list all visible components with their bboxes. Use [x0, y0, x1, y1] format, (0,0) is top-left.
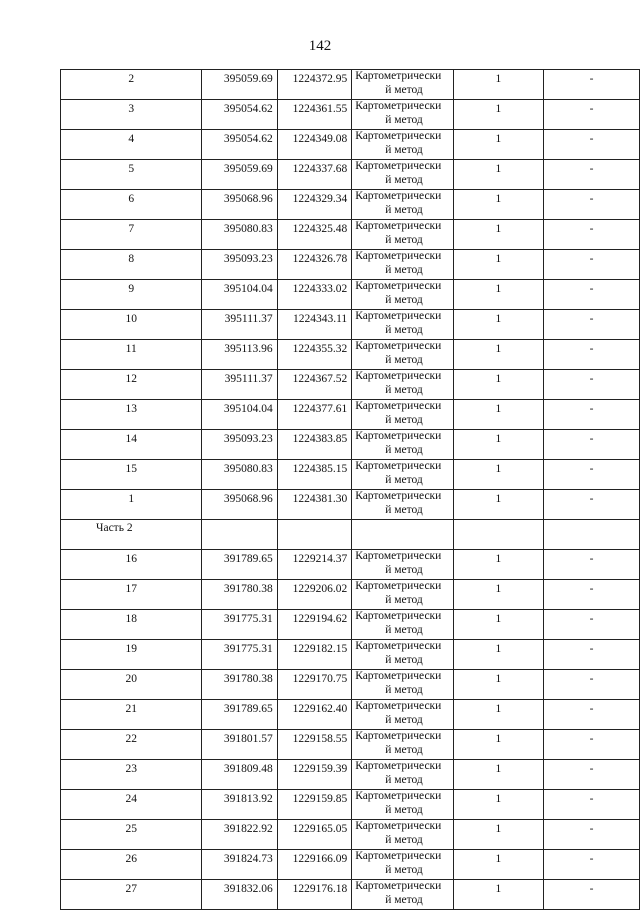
accuracy-cell: 1 [453, 190, 543, 220]
page-number: 142 [308, 38, 332, 54]
method-line-1: Картометрически [355, 100, 442, 112]
table-row [61, 460, 640, 490]
extra-cell: - [544, 760, 640, 790]
method-line-2: й метод [385, 174, 423, 186]
accuracy-cell: 1 [453, 610, 543, 640]
method-cell [352, 640, 454, 670]
x-coordinate-cell: 391832.06 [202, 880, 277, 910]
empty-cell [202, 520, 277, 550]
table-row [61, 550, 640, 580]
y-coordinate-cell: 1229214.37 [277, 550, 352, 580]
point-number-cell: 3 [61, 100, 202, 130]
point-number-cell: 20 [61, 670, 202, 700]
empty-cell [277, 520, 352, 550]
table-row [61, 580, 640, 610]
point-number-cell: 13 [61, 400, 202, 430]
x-coordinate-cell: 391801.57 [202, 730, 277, 760]
x-coordinate-cell: 391789.65 [202, 700, 277, 730]
extra-cell: - [544, 730, 640, 760]
extra-cell: - [544, 70, 640, 100]
method-line-2: й метод [385, 864, 423, 876]
accuracy-cell: 1 [453, 670, 543, 700]
method-line-1: Картометрически [355, 490, 442, 502]
point-number-cell: 24 [61, 790, 202, 820]
accuracy-cell: 1 [453, 130, 543, 160]
method-line-1: Картометрически [355, 550, 442, 562]
extra-cell: - [544, 310, 640, 340]
method-line-1: Картометрически [355, 430, 442, 442]
y-coordinate-cell: 1224355.32 [277, 340, 352, 370]
method-line-2: й метод [385, 114, 423, 126]
method-line-1: Картометрически [355, 280, 442, 292]
accuracy-cell: 1 [453, 490, 543, 520]
point-number-cell: 2 [61, 70, 202, 100]
accuracy-cell: 1 [453, 460, 543, 490]
y-coordinate-cell: 1229159.39 [277, 760, 352, 790]
y-coordinate-cell: 1224349.08 [277, 130, 352, 160]
method-line-1: Картометрически [355, 130, 442, 142]
point-number-cell: 12 [61, 370, 202, 400]
x-coordinate-cell: 391809.48 [202, 760, 277, 790]
accuracy-cell: 1 [453, 250, 543, 280]
empty-cell [352, 520, 454, 550]
method-line-2: й метод [385, 324, 423, 336]
x-coordinate-cell: 395111.37 [202, 370, 277, 400]
method-cell [352, 700, 454, 730]
method-line-2: й метод [385, 474, 423, 486]
method-line-2: й метод [385, 624, 423, 636]
method-line-1: Картометрически [355, 610, 442, 622]
table-row [61, 310, 640, 340]
y-coordinate-cell: 1229194.62 [277, 610, 352, 640]
coordinates-table-body [61, 70, 640, 910]
method-line-2: й метод [385, 234, 423, 246]
method-line-1: Картометрически [355, 700, 442, 712]
method-cell [352, 280, 454, 310]
extra-cell: - [544, 400, 640, 430]
method-cell [352, 670, 454, 700]
method-line-2: й метод [385, 744, 423, 756]
method-line-1: Картометрически [355, 400, 442, 412]
x-coordinate-cell: 391824.73 [202, 850, 277, 880]
accuracy-cell: 1 [453, 370, 543, 400]
method-cell [352, 730, 454, 760]
method-line-2: й метод [385, 414, 423, 426]
accuracy-cell: 1 [453, 430, 543, 460]
y-coordinate-cell: 1229170.75 [277, 670, 352, 700]
accuracy-cell: 1 [453, 70, 543, 100]
table-row [61, 220, 640, 250]
method-line-1: Картометрически [355, 820, 442, 832]
point-number-cell: 6 [61, 190, 202, 220]
method-line-2: й метод [385, 834, 423, 846]
table-row [61, 70, 640, 100]
method-line-2: й метод [385, 264, 423, 276]
point-number-cell: 23 [61, 760, 202, 790]
y-coordinate-cell: 1224361.55 [277, 100, 352, 130]
method-line-2: й метод [385, 594, 423, 606]
point-number-cell: 9 [61, 280, 202, 310]
section-label: Часть 2 [61, 520, 202, 550]
point-number-cell: 21 [61, 700, 202, 730]
method-line-2: й метод [385, 384, 423, 396]
method-line-1: Картометрически [355, 190, 442, 202]
method-line-1: Картометрически [355, 160, 442, 172]
table-row [61, 670, 640, 700]
accuracy-cell: 1 [453, 280, 543, 310]
extra-cell: - [544, 610, 640, 640]
accuracy-cell: 1 [453, 880, 543, 910]
method-cell [352, 820, 454, 850]
method-cell [352, 100, 454, 130]
coordinates-table [60, 69, 640, 910]
y-coordinate-cell: 1224333.02 [277, 280, 352, 310]
accuracy-cell: 1 [453, 730, 543, 760]
method-line-2: й метод [385, 684, 423, 696]
table-row [61, 880, 640, 910]
method-cell [352, 310, 454, 340]
accuracy-cell: 1 [453, 400, 543, 430]
x-coordinate-cell: 395093.23 [202, 430, 277, 460]
point-number-cell: 5 [61, 160, 202, 190]
table-row [61, 490, 640, 520]
empty-cell [453, 520, 543, 550]
table-row [61, 370, 640, 400]
accuracy-cell: 1 [453, 220, 543, 250]
x-coordinate-cell: 391789.65 [202, 550, 277, 580]
extra-cell: - [544, 280, 640, 310]
extra-cell: - [544, 550, 640, 580]
table-row [61, 340, 640, 370]
method-line-1: Картометрически [355, 70, 442, 82]
y-coordinate-cell: 1224326.78 [277, 250, 352, 280]
y-coordinate-cell: 1229182.15 [277, 640, 352, 670]
method-cell [352, 460, 454, 490]
point-number-cell: 22 [61, 730, 202, 760]
accuracy-cell: 1 [453, 640, 543, 670]
point-number-cell: 19 [61, 640, 202, 670]
method-cell [352, 850, 454, 880]
accuracy-cell: 1 [453, 760, 543, 790]
extra-cell: - [544, 490, 640, 520]
extra-cell: - [544, 250, 640, 280]
method-line-1: Картометрически [355, 220, 442, 232]
method-line-1: Картометрически [355, 310, 442, 322]
table-row [61, 640, 640, 670]
method-line-2: й метод [385, 654, 423, 666]
y-coordinate-cell: 1224329.34 [277, 190, 352, 220]
extra-cell: - [544, 820, 640, 850]
method-line-2: й метод [385, 564, 423, 576]
extra-cell: - [544, 370, 640, 400]
table-row [61, 160, 640, 190]
method-cell [352, 880, 454, 910]
table-row [61, 280, 640, 310]
x-coordinate-cell: 391775.31 [202, 610, 277, 640]
accuracy-cell: 1 [453, 340, 543, 370]
point-number-cell: 18 [61, 610, 202, 640]
method-line-1: Картометрически [355, 790, 442, 802]
x-coordinate-cell: 391822.92 [202, 820, 277, 850]
method-cell [352, 250, 454, 280]
table-row [61, 700, 640, 730]
x-coordinate-cell: 391780.38 [202, 580, 277, 610]
table-row [61, 100, 640, 130]
x-coordinate-cell: 395104.04 [202, 400, 277, 430]
table-row [61, 130, 640, 160]
accuracy-cell: 1 [453, 310, 543, 340]
x-coordinate-cell: 395054.62 [202, 130, 277, 160]
y-coordinate-cell: 1229165.05 [277, 820, 352, 850]
x-coordinate-cell: 395111.37 [202, 310, 277, 340]
x-coordinate-cell: 395054.62 [202, 100, 277, 130]
table-row [61, 190, 640, 220]
method-line-2: й метод [385, 204, 423, 216]
point-number-cell: 14 [61, 430, 202, 460]
method-line-2: й метод [385, 354, 423, 366]
method-cell [352, 400, 454, 430]
method-cell [352, 490, 454, 520]
method-line-2: й метод [385, 144, 423, 156]
method-line-1: Картометрически [355, 640, 442, 652]
method-line-1: Картометрически [355, 340, 442, 352]
method-line-2: й метод [385, 804, 423, 816]
method-line-1: Картометрически [355, 880, 442, 892]
accuracy-cell: 1 [453, 100, 543, 130]
table-row [61, 760, 640, 790]
method-line-1: Картометрически [355, 760, 442, 772]
table-row [61, 400, 640, 430]
method-cell [352, 160, 454, 190]
accuracy-cell: 1 [453, 820, 543, 850]
extra-cell: - [544, 460, 640, 490]
point-number-cell: 16 [61, 550, 202, 580]
x-coordinate-cell: 391775.31 [202, 640, 277, 670]
table-row [61, 850, 640, 880]
x-coordinate-cell: 395059.69 [202, 70, 277, 100]
y-coordinate-cell: 1229166.09 [277, 850, 352, 880]
method-line-2: й метод [385, 504, 423, 516]
method-cell [352, 190, 454, 220]
section-row [61, 520, 640, 550]
y-coordinate-cell: 1224383.85 [277, 430, 352, 460]
method-line-2: й метод [385, 444, 423, 456]
method-cell [352, 760, 454, 790]
y-coordinate-cell: 1224343.11 [277, 310, 352, 340]
extra-cell: - [544, 100, 640, 130]
point-number-cell: 25 [61, 820, 202, 850]
method-cell [352, 220, 454, 250]
method-line-1: Картометрически [355, 580, 442, 592]
method-line-1: Картометрически [355, 670, 442, 682]
x-coordinate-cell: 391813.92 [202, 790, 277, 820]
y-coordinate-cell: 1229176.18 [277, 880, 352, 910]
y-coordinate-cell: 1224372.95 [277, 70, 352, 100]
method-line-2: й метод [385, 294, 423, 306]
extra-cell: - [544, 700, 640, 730]
point-number-cell: 4 [61, 130, 202, 160]
method-line-2: й метод [385, 774, 423, 786]
extra-cell: - [544, 220, 640, 250]
method-cell [352, 610, 454, 640]
x-coordinate-cell: 395104.04 [202, 280, 277, 310]
y-coordinate-cell: 1229159.85 [277, 790, 352, 820]
extra-cell: - [544, 640, 640, 670]
table-row [61, 790, 640, 820]
method-line-1: Картометрически [355, 850, 442, 862]
extra-cell: - [544, 850, 640, 880]
point-number-cell: 26 [61, 850, 202, 880]
method-cell [352, 550, 454, 580]
method-cell [352, 580, 454, 610]
extra-cell: - [544, 130, 640, 160]
method-line-2: й метод [385, 894, 423, 906]
x-coordinate-cell: 395113.96 [202, 340, 277, 370]
extra-cell: - [544, 340, 640, 370]
table-row [61, 820, 640, 850]
point-number-cell: 27 [61, 880, 202, 910]
extra-cell: - [544, 190, 640, 220]
point-number-cell: 1 [61, 490, 202, 520]
point-number-cell: 8 [61, 250, 202, 280]
y-coordinate-cell: 1229158.55 [277, 730, 352, 760]
accuracy-cell: 1 [453, 580, 543, 610]
method-line-1: Картометрически [355, 730, 442, 742]
y-coordinate-cell: 1229162.40 [277, 700, 352, 730]
x-coordinate-cell: 395068.96 [202, 190, 277, 220]
method-cell [352, 430, 454, 460]
method-line-1: Картометрически [355, 460, 442, 472]
x-coordinate-cell: 395059.69 [202, 160, 277, 190]
extra-cell: - [544, 880, 640, 910]
method-cell [352, 70, 454, 100]
extra-cell: - [544, 160, 640, 190]
table-row [61, 250, 640, 280]
y-coordinate-cell: 1224381.30 [277, 490, 352, 520]
y-coordinate-cell: 1224377.61 [277, 400, 352, 430]
y-coordinate-cell: 1224337.68 [277, 160, 352, 190]
method-line-2: й метод [385, 84, 423, 96]
point-number-cell: 10 [61, 310, 202, 340]
x-coordinate-cell: 395093.23 [202, 250, 277, 280]
point-number-cell: 15 [61, 460, 202, 490]
accuracy-cell: 1 [453, 850, 543, 880]
x-coordinate-cell: 395068.96 [202, 490, 277, 520]
table-row [61, 730, 640, 760]
accuracy-cell: 1 [453, 160, 543, 190]
y-coordinate-cell: 1224367.52 [277, 370, 352, 400]
x-coordinate-cell: 395080.83 [202, 220, 277, 250]
method-cell [352, 370, 454, 400]
point-number-cell: 7 [61, 220, 202, 250]
method-line-1: Картометрически [355, 370, 442, 382]
accuracy-cell: 1 [453, 700, 543, 730]
empty-cell [544, 520, 640, 550]
y-coordinate-cell: 1224325.48 [277, 220, 352, 250]
accuracy-cell: 1 [453, 790, 543, 820]
table-row [61, 610, 640, 640]
extra-cell: - [544, 790, 640, 820]
point-number-cell: 11 [61, 340, 202, 370]
y-coordinate-cell: 1224385.15 [277, 460, 352, 490]
x-coordinate-cell: 395080.83 [202, 460, 277, 490]
method-cell [352, 130, 454, 160]
extra-cell: - [544, 430, 640, 460]
extra-cell: - [544, 670, 640, 700]
extra-cell: - [544, 580, 640, 610]
method-line-1: Картометрически [355, 250, 442, 262]
x-coordinate-cell: 391780.38 [202, 670, 277, 700]
method-cell [352, 790, 454, 820]
method-line-2: й метод [385, 714, 423, 726]
y-coordinate-cell: 1229206.02 [277, 580, 352, 610]
point-number-cell: 17 [61, 580, 202, 610]
table-row [61, 430, 640, 460]
accuracy-cell: 1 [453, 550, 543, 580]
method-cell [352, 340, 454, 370]
